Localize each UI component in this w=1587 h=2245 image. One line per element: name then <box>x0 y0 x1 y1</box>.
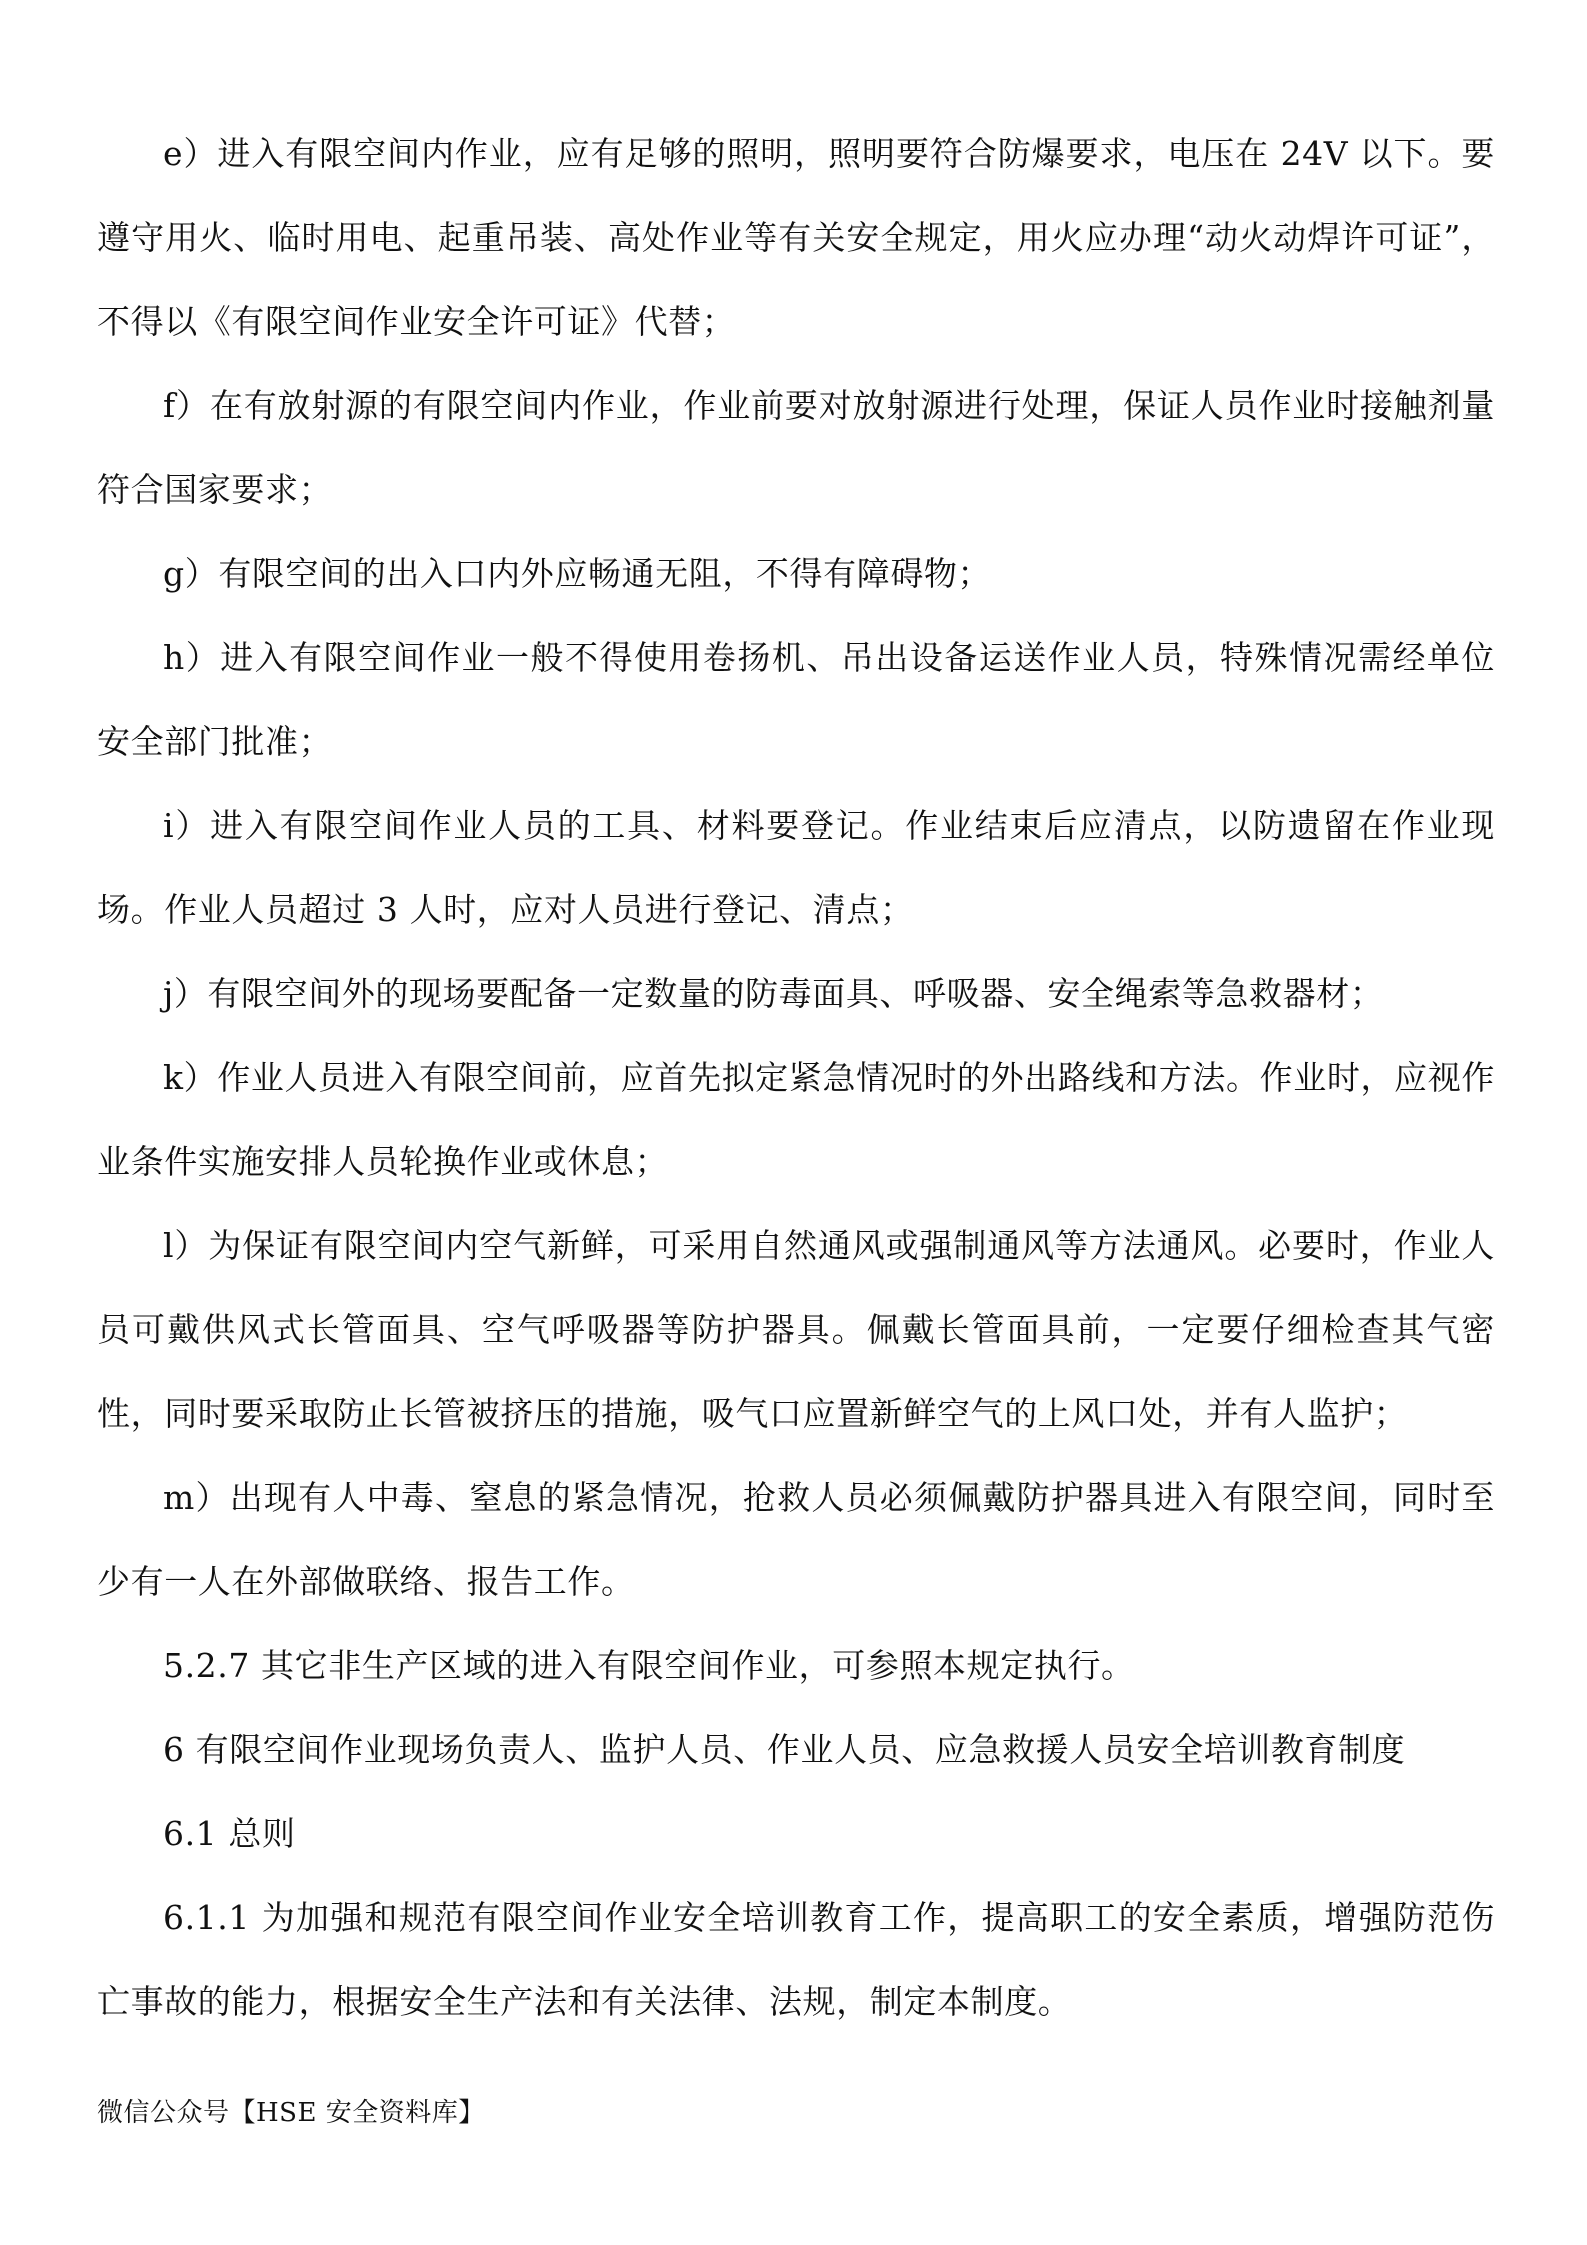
paragraph-j: j）有限空间外的现场要配备一定数量的防毒面具、呼吸器、安全绳索等急救器材； <box>163 974 1384 1013</box>
paragraph-m: m）出现有人中毒、窒息的紧急情况，抢救人员必须佩戴防护器具进入有限空间，同时至少有一人在外部做联络、报告工作。 <box>97 1478 1495 1601</box>
paragraph-k: k）作业人员进入有限空间前，应首先拟定紧急情况时的外出路线和方法。作业时，应视作业条件实施安排人员轮换作业或休息； <box>97 1058 1495 1181</box>
section-heading: 6 有限空间作业现场负责人、监护人员、作业人员、应急救援人员安全培训教育制度 <box>163 1730 1406 1769</box>
paragraph-h: h）进入有限空间作业一般不得使用卷扬机、吊出设备运送作业人员，特殊情况需经单位安全部门批准； <box>97 638 1495 761</box>
footer-source: 微信公众号【HSE 安全资料库】 <box>97 2098 485 2128</box>
paragraph-g: g）有限空间的出入口内外应畅通无阻，不得有障碍物； <box>163 554 992 593</box>
subsection-heading: 6.1 总则 <box>163 1814 296 1853</box>
clause-6-1-1: 6.1.1 为加强和规范有限空间作业安全培训教育工作，提高职工的安全素质，增强防范伤亡事故的能力，根据安全生产法和有关法律、法规，制定本制度。 <box>97 1898 1495 2021</box>
document-body <box>97 112 1495 2044</box>
paragraph-f: f）在有放射源的有限空间内作业，作业前要对放射源进行处理，保证人员作业时接触剂量符合国家要求； <box>97 386 1495 509</box>
paragraph-e: e）进入有限空间内作业，应有足够的照明，照明要符合防爆要求，电压在 24V 以下。要遵守用火、临时用电、起重吊装、高处作业等有关安全规定，用火应办理“动火动焊许可证”，不得以《有限空间作业安全许可证》代替； <box>97 134 1495 341</box>
clause-5-2-7: 5.2.7 其它非生产区域的进入有限空间作业，可参照本规定执行。 <box>163 1646 1135 1685</box>
paragraph-i: i）进入有限空间作业人员的工具、材料要登记。作业结束后应清点，以防遗留在作业现场。作业人员超过 3 人时，应对人员进行登记、清点； <box>97 806 1495 929</box>
paragraph-l: l）为保证有限空间内空气新鲜，可采用自然通风或强制通风等方法通风。必要时，作业人员可戴供风式长管面具、空气呼吸器等防护器具。佩戴长管面具前，一定要仔细检查其气密性，同时要采取防止长管被挤压的措施，吸气口应置新鲜空气的上风口处，并有人监护； <box>97 1226 1495 1433</box>
